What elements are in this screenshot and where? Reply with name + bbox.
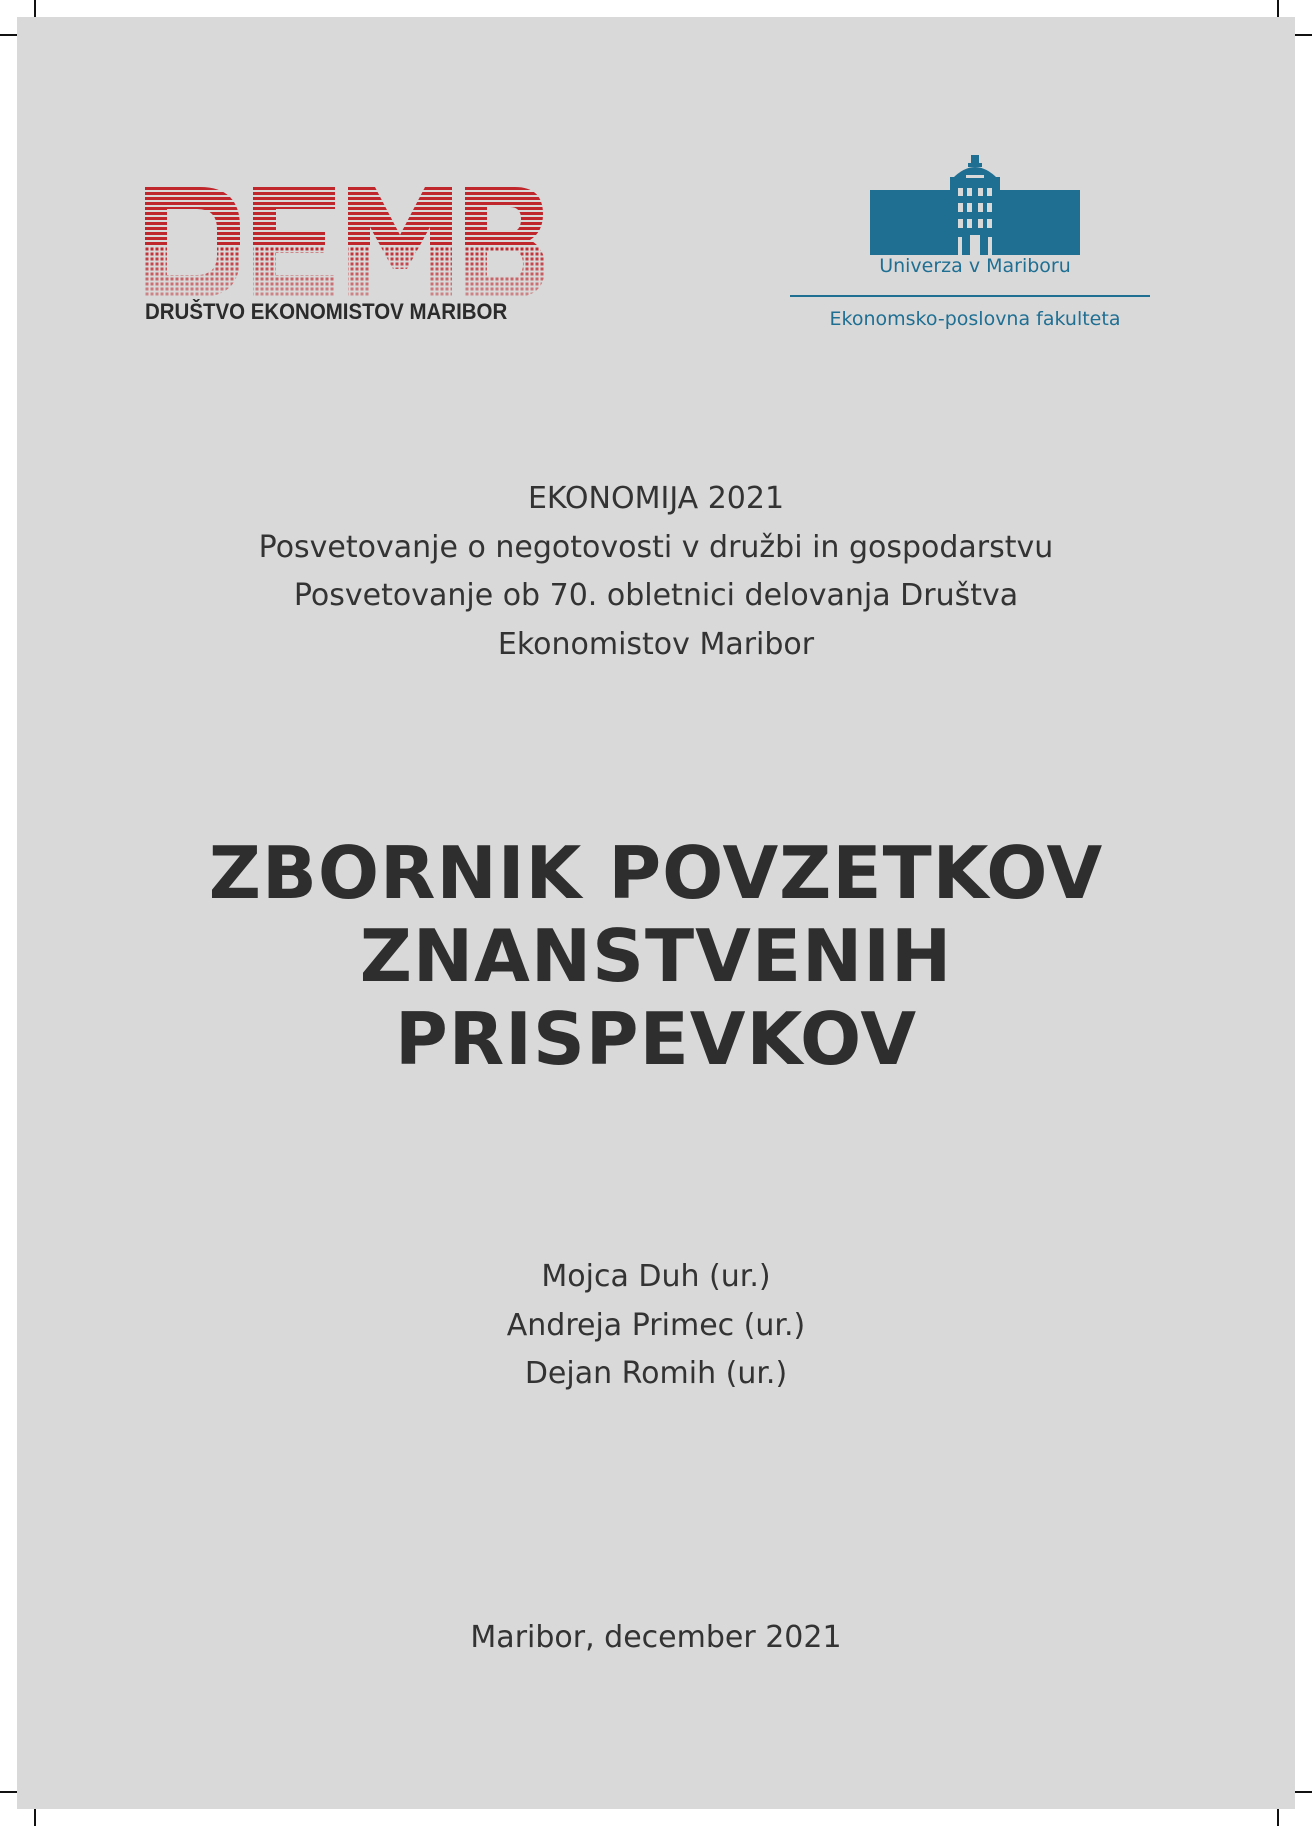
university-building-emblem xyxy=(870,155,1080,255)
university-name: Univerza v Mariboru xyxy=(879,255,1071,277)
title-line: ZNANSTVENIH xyxy=(359,914,953,998)
editor-name: Andreja Primec (ur.) xyxy=(506,1307,806,1343)
conference-line: Posvetovanje ob 70. obletnici delovanja Društva xyxy=(293,578,1019,613)
crop-mark-bottom-left-vertical xyxy=(34,1808,36,1826)
crop-mark-bottom-right-vertical xyxy=(1277,1808,1279,1826)
crop-mark-top-left-vertical xyxy=(34,0,36,18)
title-line: ZBORNIK POVZETKOV xyxy=(208,831,1104,915)
conference-line: Posvetovanje o negotovosti v družbi in gospodarstvu xyxy=(258,529,1054,565)
demb-logo xyxy=(145,187,545,332)
conference-line: EKONOMIJA 2021 xyxy=(527,481,785,516)
page-title xyxy=(17,832,1295,1081)
conference-line: Ekonomistov Maribor xyxy=(497,626,815,662)
crop-mark-top-left-horizontal xyxy=(0,34,18,36)
editor-name: Mojca Duh (ur.) xyxy=(541,1259,771,1294)
demb-wordmark: DRUŠTVO EKONOMISTOV MARIBOR xyxy=(145,299,508,324)
faculty-name: Ekonomsko-poslovna fakulteta xyxy=(829,308,1121,330)
editor-name: Dejan Romih (ur.) xyxy=(524,1356,788,1391)
conference-info xyxy=(17,475,1295,669)
place-date: Maribor, december 2021 xyxy=(470,1620,842,1655)
crop-mark-top-right-vertical xyxy=(1277,0,1279,18)
university-logo-divider xyxy=(790,295,1150,297)
university-logo xyxy=(790,155,1160,345)
editors-list xyxy=(17,1253,1295,1399)
title-line: PRISPEVKOV xyxy=(394,997,918,1081)
crop-mark-top-right-horizontal xyxy=(1294,34,1312,36)
demb-logo-mark xyxy=(145,187,545,297)
crop-mark-bottom-right-horizontal xyxy=(1294,1791,1312,1793)
crop-mark-bottom-left-horizontal xyxy=(0,1791,18,1793)
